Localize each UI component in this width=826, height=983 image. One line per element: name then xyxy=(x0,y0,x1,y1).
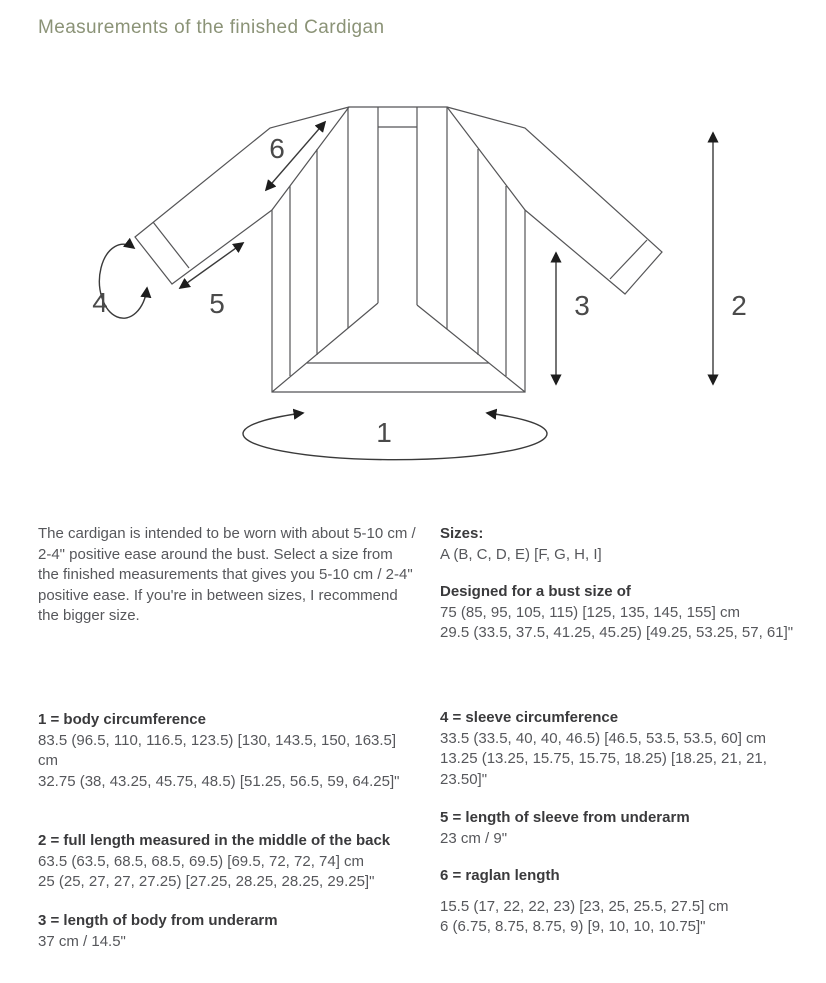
bust-value-cm: 75 (85, 95, 105, 115) [125, 135, 145, 155] cm xyxy=(440,603,740,621)
measurement-heading: 2 = full length measured in the middle of the back xyxy=(38,832,391,849)
measurement-value-cm: 63.5 (63.5, 68.5, 68.5, 69.5) [69.5, 72, 72, 74] cm xyxy=(38,852,365,870)
diagram-label-6: 6 xyxy=(269,133,285,164)
bust-heading: Designed for a bust size of xyxy=(440,583,631,600)
measurement-value-inches: 6 (6.75, 8.75, 8.75, 9) [9, 10, 10, 10.75]" xyxy=(440,918,706,935)
measurement-heading: 6 = raglan length xyxy=(440,867,560,884)
diagram-label-3: 3 xyxy=(574,290,590,321)
sizes-heading: Sizes: xyxy=(440,525,484,542)
cardigan-body-outline xyxy=(272,107,525,392)
sizes-value: A (B, C, D, E) [F, G, H, I] xyxy=(440,545,602,563)
measurement-heading: 5 = length of sleeve from underarm xyxy=(440,809,690,826)
measurement-value: 37 cm / 14.5" xyxy=(38,932,126,950)
measurement-value-cm: 15.5 (17, 22, 22, 23) [23, 25, 25.5, 27.5] cm xyxy=(440,897,729,915)
arrow-5-sleeve-length xyxy=(180,243,243,288)
diagram-label-5: 5 xyxy=(209,288,225,319)
measurement-5-sleeve-length xyxy=(440,808,796,849)
right-sleeve-outline xyxy=(447,107,662,294)
measurement-heading: 3 = length of body from underarm xyxy=(38,912,278,929)
measurement-value-inches: 25 (25, 27, 27, 27.25) [27.25, 28.25, 28.25, 29.25]" xyxy=(38,873,375,890)
diagram-label-4: 4 xyxy=(92,287,108,318)
measurement-value: 23 cm / 9" xyxy=(440,829,508,847)
diagram-label-2: 2 xyxy=(731,290,747,321)
measurement-2-full-length xyxy=(38,831,430,893)
measurement-3-body-from-underarm xyxy=(38,911,416,952)
measurement-heading: 1 = body circumference xyxy=(38,711,206,728)
intro-text: The cardigan is intended to be worn with about 5-10 cm / 2-4" positive ease around the bust. Select a size from the finished measurements that gives you 5-10 cm / 2-4" positive ease. If you're in between sizes, I recommend the bigger size. xyxy=(38,525,416,624)
measurement-value-inches: 13.25 (13.25, 15.75, 15.75, 18.25) [18.25, 21, 21, 23.50]" xyxy=(440,750,767,788)
measurement-6-raglan-length xyxy=(440,866,796,938)
measurement-value-cm: 33.5 (33.5, 40, 40, 46.5) [46.5, 53.5, 53.5, 60] cm xyxy=(440,729,767,747)
measurement-value-cm: 83.5 (96.5, 110, 116.5, 123.5) [130, 143.5, 150, 163.5] cm xyxy=(38,731,397,769)
bust-size-section xyxy=(440,582,796,644)
bust-value-inches: 29.5 (33.5, 37.5, 41.25, 45.25) [49.25, 53.25, 57, 61]" xyxy=(440,624,794,641)
sizes-section xyxy=(440,524,796,565)
measurement-heading: 4 = sleeve circumference xyxy=(440,709,619,726)
measurement-value-inches: 32.75 (38, 43.25, 45.75, 48.5) [51.25, 56.5, 59, 64.25]" xyxy=(38,772,400,790)
page-title: Measurements of the finished Cardigan xyxy=(38,17,385,38)
measurement-1-body-circumference xyxy=(38,710,416,792)
cardigan-schematic xyxy=(0,90,826,470)
diagram-label-1: 1 xyxy=(376,417,392,448)
ease-intro-paragraph xyxy=(38,524,416,627)
measurement-4-sleeve-circumference xyxy=(440,708,796,790)
arrow-1-body-circumference xyxy=(243,413,547,460)
